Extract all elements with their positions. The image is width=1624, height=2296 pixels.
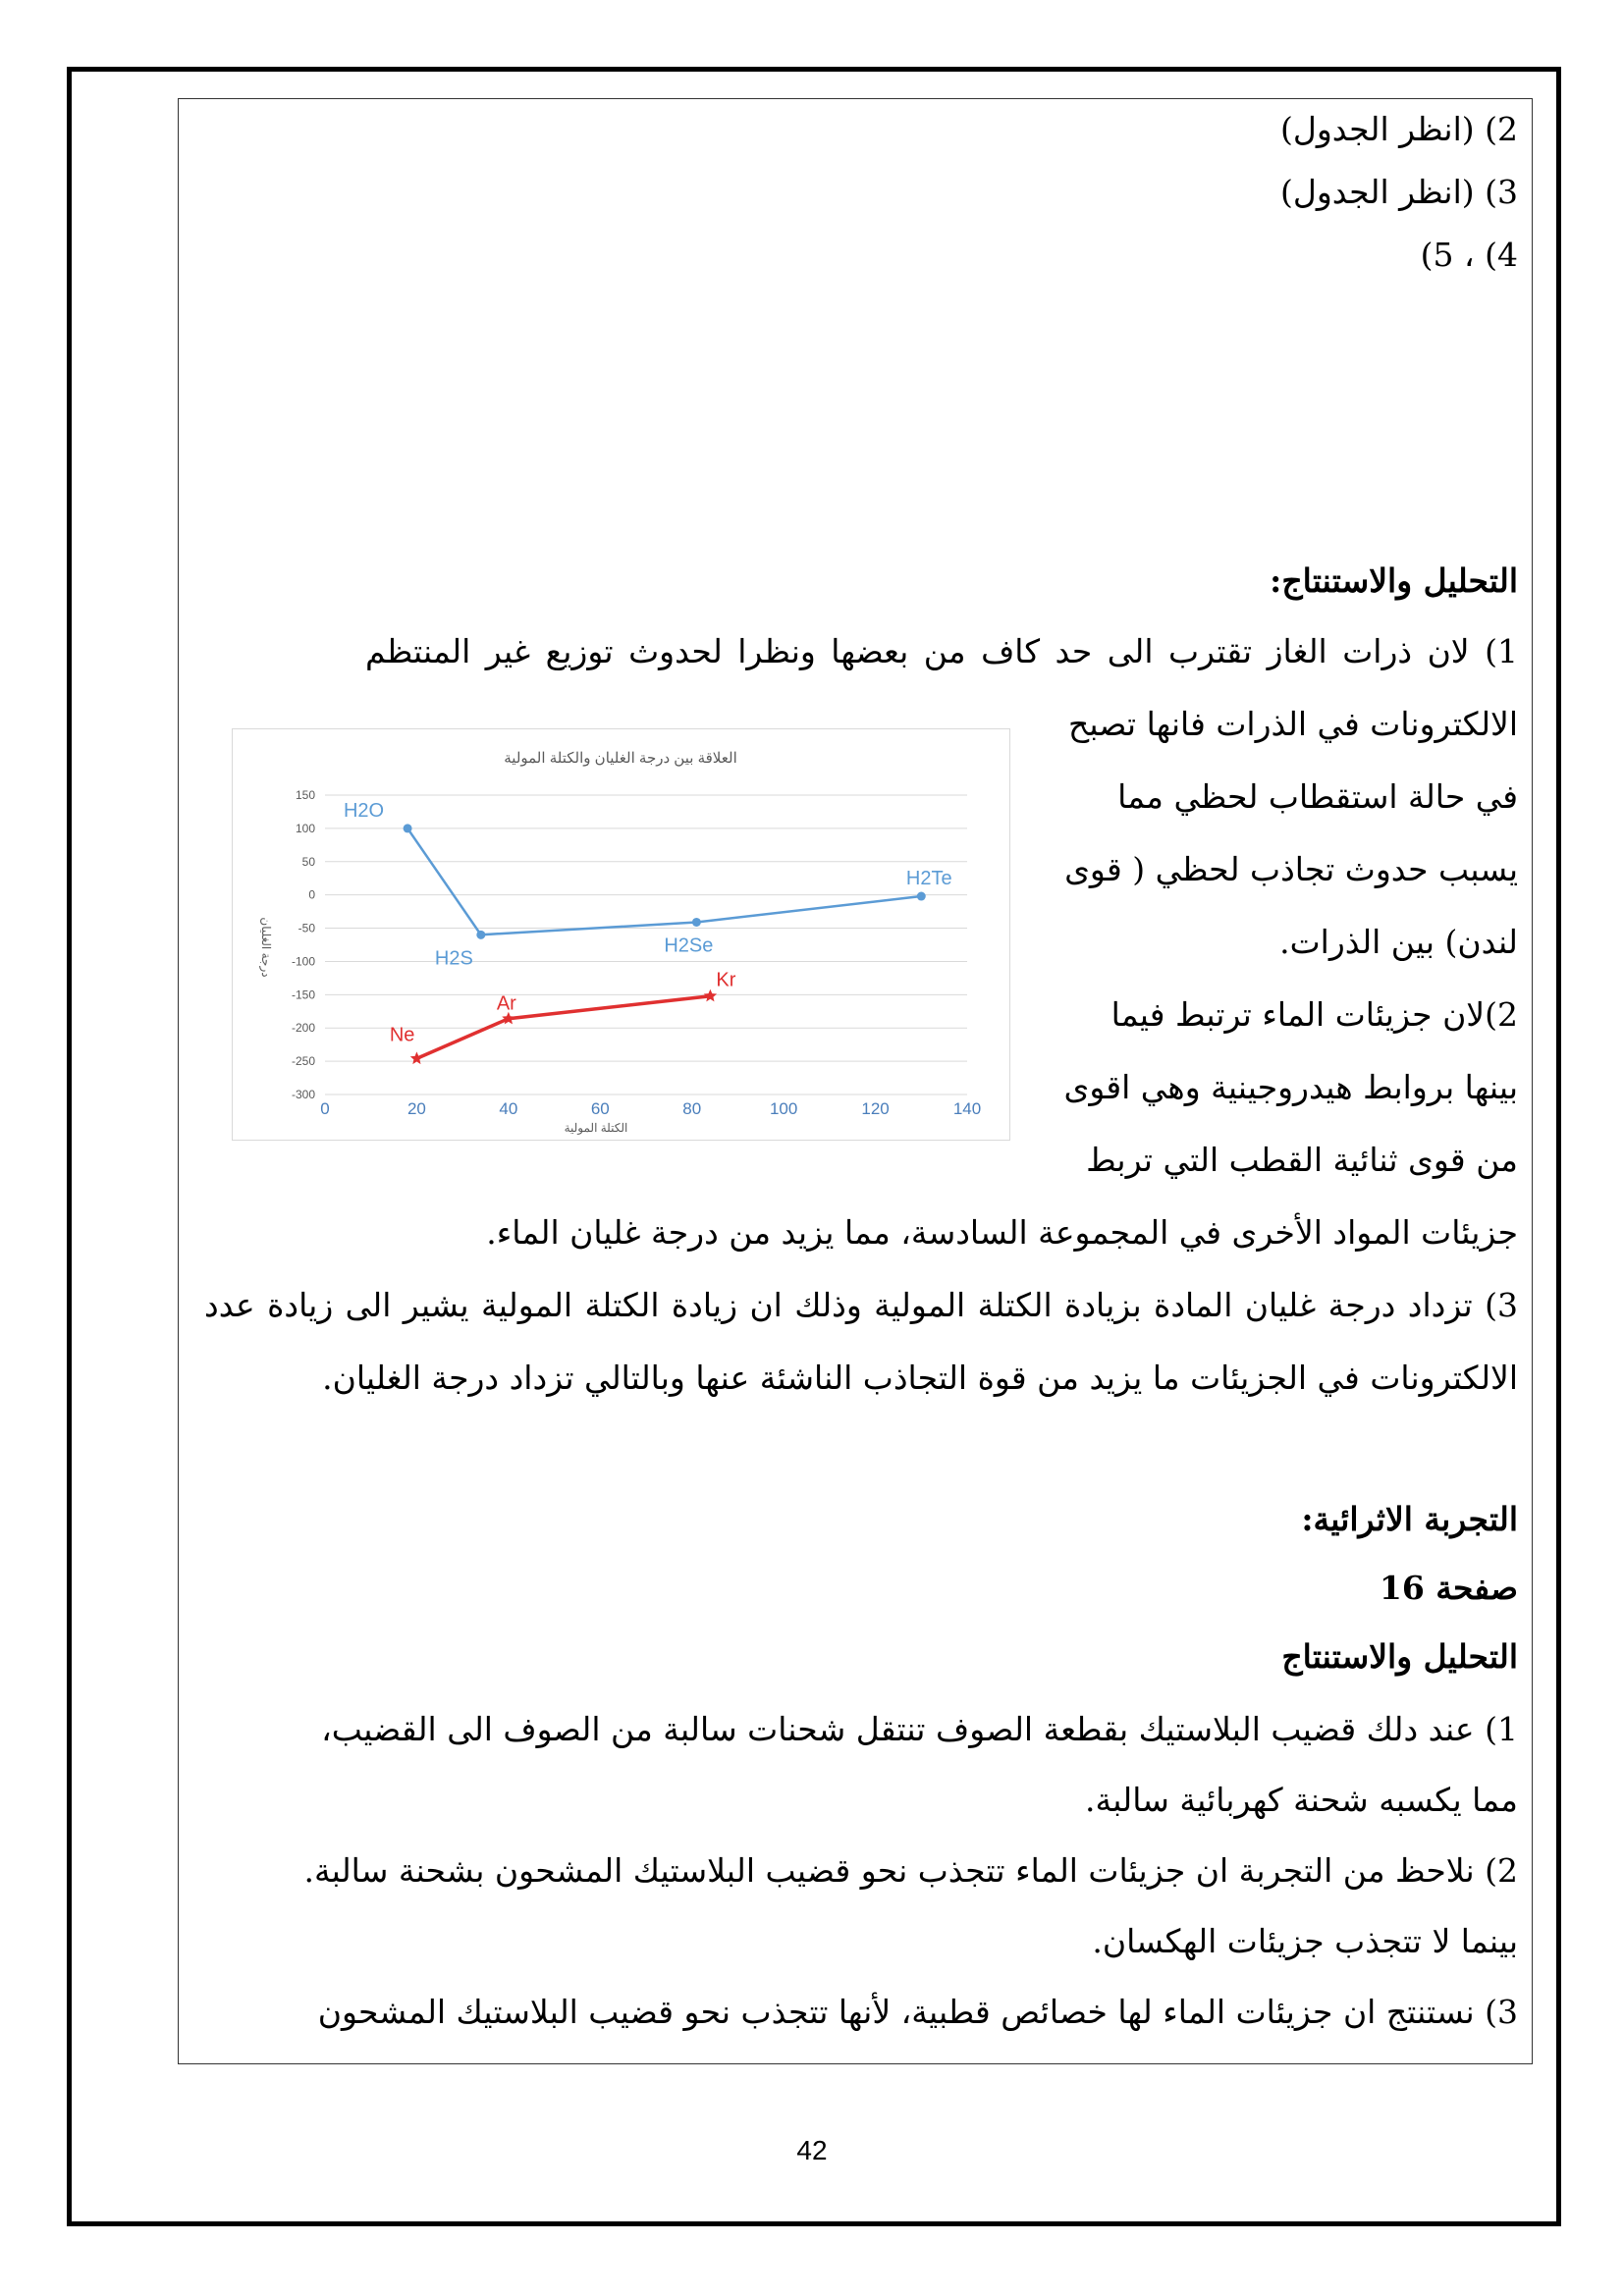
analysis-p3-line2: الالكترونات في الجزيئات ما يزيد من قوة التجاذب الناشئة عنها وبالتالي تزداد درجة الغليان. [322, 1359, 1518, 1397]
data-label: Ar [496, 992, 516, 1015]
analysis-p2-line1: 2)لان جزيئات الماء ترتبط فيما [1110, 995, 1518, 1034]
y-tick-label: -200 [291, 1021, 315, 1036]
enrichment-line4: بينما لا تتجذب جزيئات الهكسان. [1092, 1922, 1518, 1960]
answer-3: 3) (انظر الجدول) [1280, 173, 1518, 211]
x-tick-label: 40 [499, 1099, 518, 1118]
enrichment-heading: التجربة الاثرائية: [1301, 1500, 1518, 1538]
x-tick-label: 80 [682, 1099, 702, 1118]
answer-4-5: 4) ، 5) [1420, 236, 1518, 274]
data-label: Kr [716, 969, 736, 991]
analysis-p2-line2: بينها بروابط هيدروجينية وهي اقوى [1063, 1068, 1518, 1106]
analysis-p3-line1: 3) تزداد درجة غليان المادة بزيادة الكتلة المولية وذلك ان زيادة الكتلة المولية يشير الى زيادة عدد [204, 1286, 1518, 1324]
chart-gridlines [325, 795, 967, 1095]
y-tick-label: 50 [301, 854, 315, 869]
y-axis-title: درجة الغليان [259, 917, 273, 978]
enrichment-line3: 2) نلاحظ من التجربة ان جزيئات الماء تتجذب نحو قضيب البلاستيك المشحون بشحنة سالبة. [303, 1851, 1518, 1890]
analysis-heading: التحليل والاستنتاج: [1270, 561, 1518, 600]
y-tick-label: -100 [291, 954, 315, 969]
chart-ticks [292, 788, 981, 1118]
x-tick-label: 140 [952, 1099, 982, 1118]
data-label: H2Te [905, 868, 952, 890]
y-tick-label: -250 [291, 1054, 315, 1069]
analysis-p1-line1: 1) لان ذرات الغاز تقترب الى حد كاف من بعضها ونظرا لحدوث توزيع غير المنتظم [365, 632, 1518, 670]
answer-2: 2) (انظر الجدول) [1280, 110, 1518, 148]
enrichment-analysis-heading: التحليل والاستنتاج [1281, 1637, 1518, 1676]
analysis-p2-line3: من قوى ثنائية القطب التي تربط [1086, 1141, 1518, 1179]
y-tick-label: -300 [291, 1088, 315, 1101]
data-point-marker [404, 824, 412, 832]
data-label: Ne [389, 1024, 415, 1046]
x-tick-label: 120 [861, 1099, 890, 1118]
x-axis-title: الكتلة المولية [564, 1121, 628, 1135]
series-line [416, 996, 710, 1059]
enrichment-line1: 1) عند دلك قضيب البلاستيك بقطعة الصوف تنتقل شحنات سالبة من الصوف الى القضيب، [321, 1710, 1518, 1748]
y-tick-label: 0 [308, 887, 315, 902]
series-line [407, 828, 921, 934]
data-point-marker [917, 892, 926, 901]
data-label: H2Se [664, 934, 714, 957]
analysis-p1-line2: الالكترونات في الذرات فانها تصبح [1068, 705, 1518, 743]
data-point-marker [476, 931, 485, 939]
chart-svg [233, 729, 1008, 1139]
y-tick-label: 150 [295, 788, 315, 802]
chart-title: العلاقة بين درجة الغليان والكتلة المولية [504, 750, 737, 767]
data-point-marker [410, 1051, 423, 1064]
y-tick-label: -150 [291, 988, 315, 1002]
y-tick-label: 100 [295, 821, 315, 835]
analysis-p1-line3: في حالة استقطاب لحظي مما [1117, 777, 1518, 816]
enrichment-line2: مما يكسبه شحنة كهربائية سالبة. [1085, 1781, 1518, 1819]
enrichment-line5: 3) نستنتج ان جزيئات الماء لها خصائص قطبية، لأنها تتجذب نحو قضيب البلاستيك المشحون [317, 1993, 1518, 2031]
enrichment-page-ref: صفحة 16 [1379, 1569, 1518, 1607]
x-tick-label: 100 [769, 1099, 798, 1118]
analysis-p1-line5: لندن) بين الذرات. [1279, 923, 1518, 961]
data-label: H2O [343, 799, 385, 822]
y-tick-label: -50 [298, 921, 315, 935]
boiling-point-chart [232, 728, 1010, 1141]
x-tick-label: 20 [406, 1099, 426, 1118]
x-tick-label: 0 [320, 1099, 330, 1118]
page-number: 42 [796, 2135, 828, 2165]
data-point-marker [704, 989, 717, 1002]
analysis-p1-line4: يسبب حدوث تجاذب لحظي ( قوى [1064, 850, 1518, 888]
data-label: H2S [434, 947, 473, 970]
analysis-p2-line4: جزيئات المواد الأخرى في المجموعة السادسة، مما يزيد من درجة غليان الماء. [486, 1213, 1518, 1252]
data-point-marker [692, 918, 701, 927]
x-tick-label: 60 [590, 1099, 610, 1118]
chart-series [344, 800, 952, 1064]
